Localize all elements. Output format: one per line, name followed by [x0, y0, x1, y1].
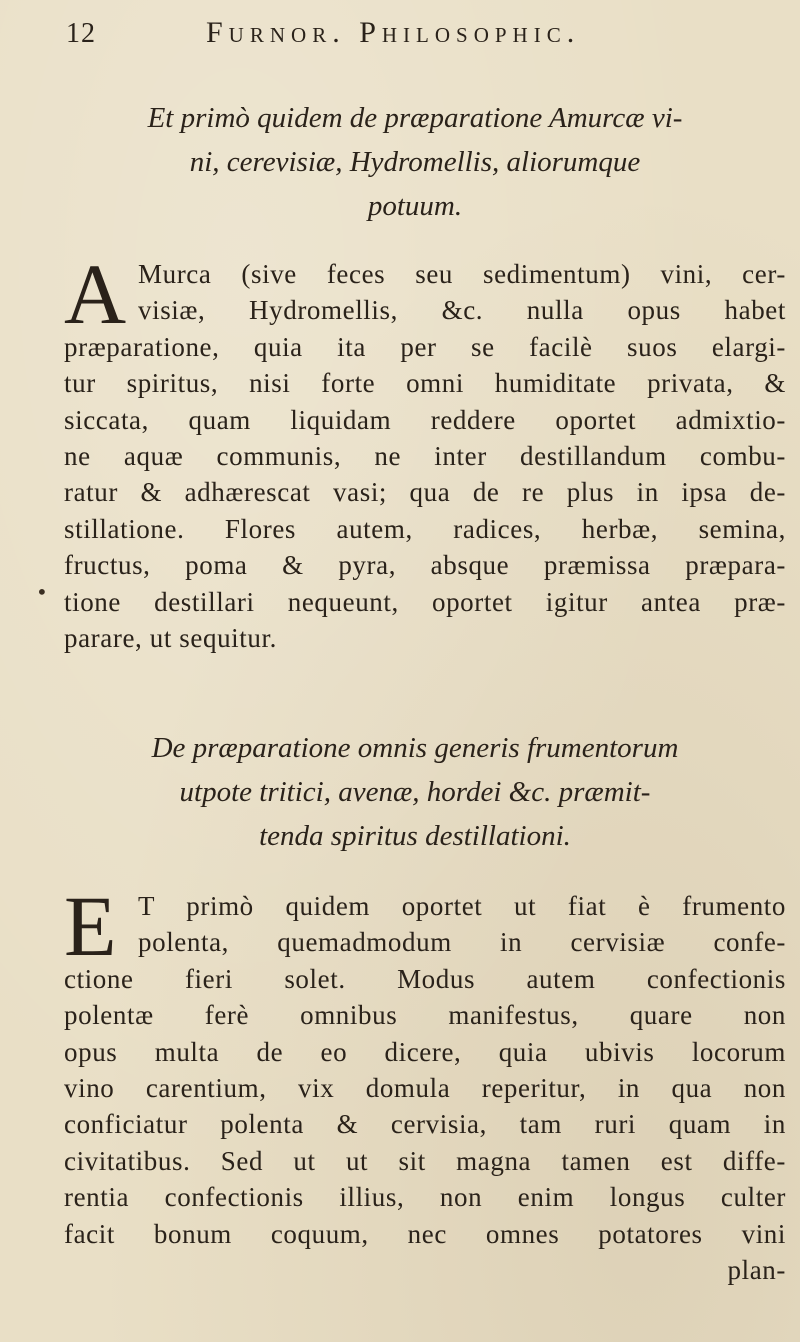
text-line: stillatione. Flores autem, radices, herbæ, semina, — [64, 513, 786, 544]
text-line: T primò quidem oportet ut fiat è frumento — [138, 891, 786, 921]
text-line: rentia confectionis illius, non enim longus culter — [64, 1182, 786, 1213]
paragraph-polenta — [64, 878, 786, 1288]
text-line: tur spiritus, nisi forte omni humiditate privata, & — [64, 368, 786, 399]
margin-mark: • — [36, 580, 48, 604]
catchword: plan- — [727, 1255, 786, 1286]
drop-cap: E — [64, 878, 118, 974]
paragraph-amurca — [64, 246, 786, 656]
text-line: polenta, quemadmodum in cervisiæ confe- — [138, 927, 786, 958]
text-line: ctione fieri solet. Modus autem confectionis — [64, 963, 786, 994]
heading-line: De præparatione omnis generis frumentorum — [151, 732, 679, 764]
text-line: opus multa de eo dicere, quia ubivis locorum — [64, 1036, 786, 1067]
text-line: siccata, quam liquidam reddere oportet admixtio- — [64, 404, 786, 435]
text-line: parare, ut sequitur. — [64, 623, 277, 654]
text-line: visiæ, Hydromellis, &c. nulla opus habet — [138, 295, 786, 326]
text-line: fructus, poma & pyra, absque præmissa præpara- — [64, 550, 786, 581]
text-line: Murca (sive feces seu sedimentum) vini, cer- — [138, 259, 786, 289]
drop-cap: A — [64, 246, 127, 342]
section-heading-amurca — [70, 96, 760, 228]
text-line: conficiatur polenta & cervisia, tam ruri quam in — [64, 1109, 786, 1140]
heading-line: potuum. — [367, 190, 463, 222]
text-line: ne aquæ communis, ne inter destillandum combu- — [64, 441, 786, 472]
page-header — [66, 14, 760, 54]
heading-line: tenda spiritus destillationi. — [259, 820, 571, 852]
heading-line: utpote tritici, avenæ, hordei &c. præmit- — [179, 776, 651, 808]
text-line: vino carentium, vix domula reperitur, in qua non — [64, 1073, 786, 1104]
heading-line: Et primò quidem de præparatione Amurcæ vi- — [147, 102, 683, 134]
running-head: Furnor. Philosophic. — [206, 16, 581, 49]
text-line: facit bonum coquum, nec omnes potatores vini — [64, 1218, 786, 1249]
text-line: ratur & adhærescat vasi; qua de re plus in ipsa de- — [64, 477, 786, 508]
page-number: 12 — [66, 18, 96, 49]
section-heading-frumentorum — [70, 726, 760, 858]
text-line: præparatione, quia ita per se facilè suos elargi- — [64, 331, 786, 362]
text-line: civitatibus. Sed ut ut sit magna tamen est diffe- — [64, 1145, 786, 1176]
heading-line: ni, cerevisiæ, Hydromellis, aliorumque — [189, 146, 641, 178]
text-line: tione destillari nequeunt, oportet igitur antea præ- — [64, 586, 786, 617]
text-line: polentæ ferè omnibus manifestus, quare non — [64, 1000, 786, 1031]
